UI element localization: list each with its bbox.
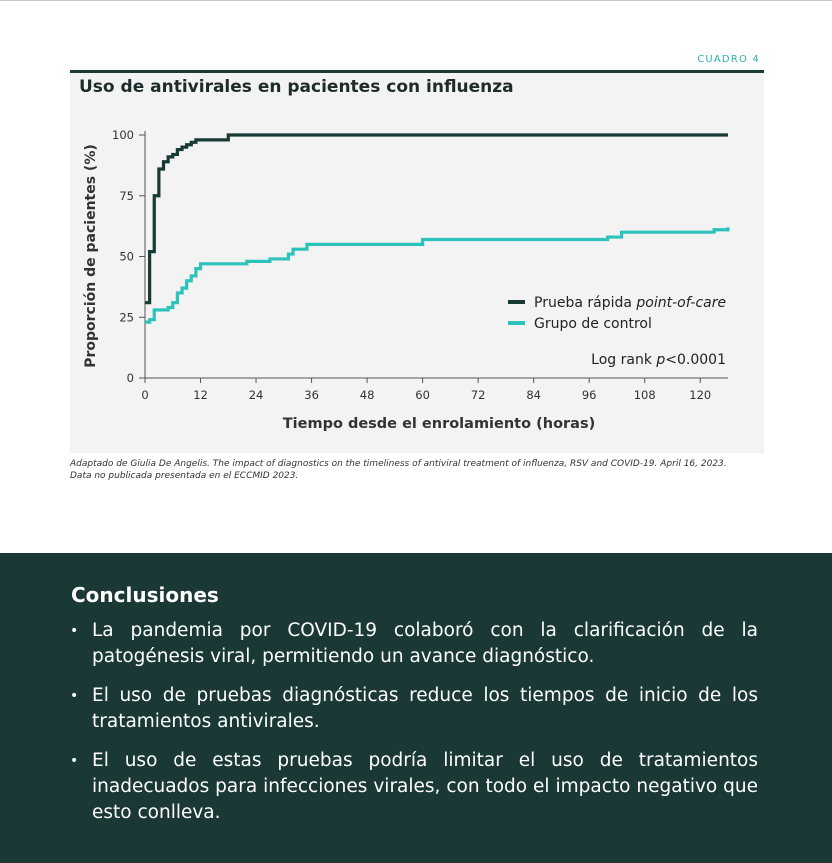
bullet-icon: • xyxy=(70,623,79,639)
x-tick-label: 72 xyxy=(470,388,486,402)
bullet-icon: • xyxy=(70,753,79,769)
conclusions-section xyxy=(0,553,832,863)
caption-line-1: Adaptado de Giulia De Angelis. The impact of diagnostics on the timeliness of antiviral treatment of influenza, RSV and COVID-19. April 16, 2023. xyxy=(70,459,727,469)
y-tick-label: 100 xyxy=(112,128,134,142)
list-item xyxy=(70,683,758,735)
x-tick-label: 0 xyxy=(141,388,149,402)
top-divider xyxy=(0,0,832,1)
legend xyxy=(508,295,726,368)
chart-svg xyxy=(70,70,764,453)
x-tick-label: 84 xyxy=(526,388,541,402)
x-tick-label: 12 xyxy=(193,388,208,402)
list-item-text: El uso de pruebas diagnósticas reduce los tiempos de inicio de los tratamientos antivirales. xyxy=(92,685,758,732)
x-tick-label: 120 xyxy=(689,388,712,402)
x-tick-label: 24 xyxy=(248,388,264,402)
bullet-icon: • xyxy=(70,688,79,704)
box-label: CUADRO 4 xyxy=(697,54,760,65)
figure-caption xyxy=(70,458,760,482)
series-line-1 xyxy=(145,135,728,303)
list-item xyxy=(70,618,758,670)
conclusions-list xyxy=(70,618,758,839)
list-item-text: El uso de estas pruebas podría limitar el uso de tratamientos inadecuados para infecciones virales, con todo el impacto negativo que esto conlleva. xyxy=(92,750,758,823)
log-rank-annotation: Log rank p<0.0001 xyxy=(591,352,726,368)
conclusions-title: Conclusiones xyxy=(71,583,219,607)
x-tick-label: 96 xyxy=(581,388,597,402)
y-tick-label: 25 xyxy=(119,310,134,325)
x-tick-label: 60 xyxy=(415,388,430,402)
y-tick-label: 0 xyxy=(126,371,134,385)
list-item-text: La pandemia por COVID-19 colaboró con la clarificación de la patogénesis viral, permitiendo un avance diagnóstico. xyxy=(92,620,758,667)
x-tick-label: 48 xyxy=(359,388,375,402)
y-axis-label: Proporción de pacientes (%) xyxy=(83,144,99,368)
x-tick-label: 36 xyxy=(304,388,319,402)
y-tick-label: 75 xyxy=(119,188,134,203)
chart-title: Uso de antivirales en pacientes con influenza xyxy=(79,77,514,97)
list-item xyxy=(70,748,758,826)
x-tick-label: 108 xyxy=(633,388,656,402)
legend-entry: Grupo de control xyxy=(534,316,652,332)
legend-entry: Prueba rápida point-of-care xyxy=(534,295,727,311)
caption-line-2: Data no publicada presentada en el ECCMID 2023. xyxy=(70,471,299,481)
chart-panel xyxy=(70,70,764,453)
x-axis-label: Tiempo desde el enrolamiento (horas) xyxy=(282,416,596,432)
y-tick-label: 50 xyxy=(119,249,134,264)
